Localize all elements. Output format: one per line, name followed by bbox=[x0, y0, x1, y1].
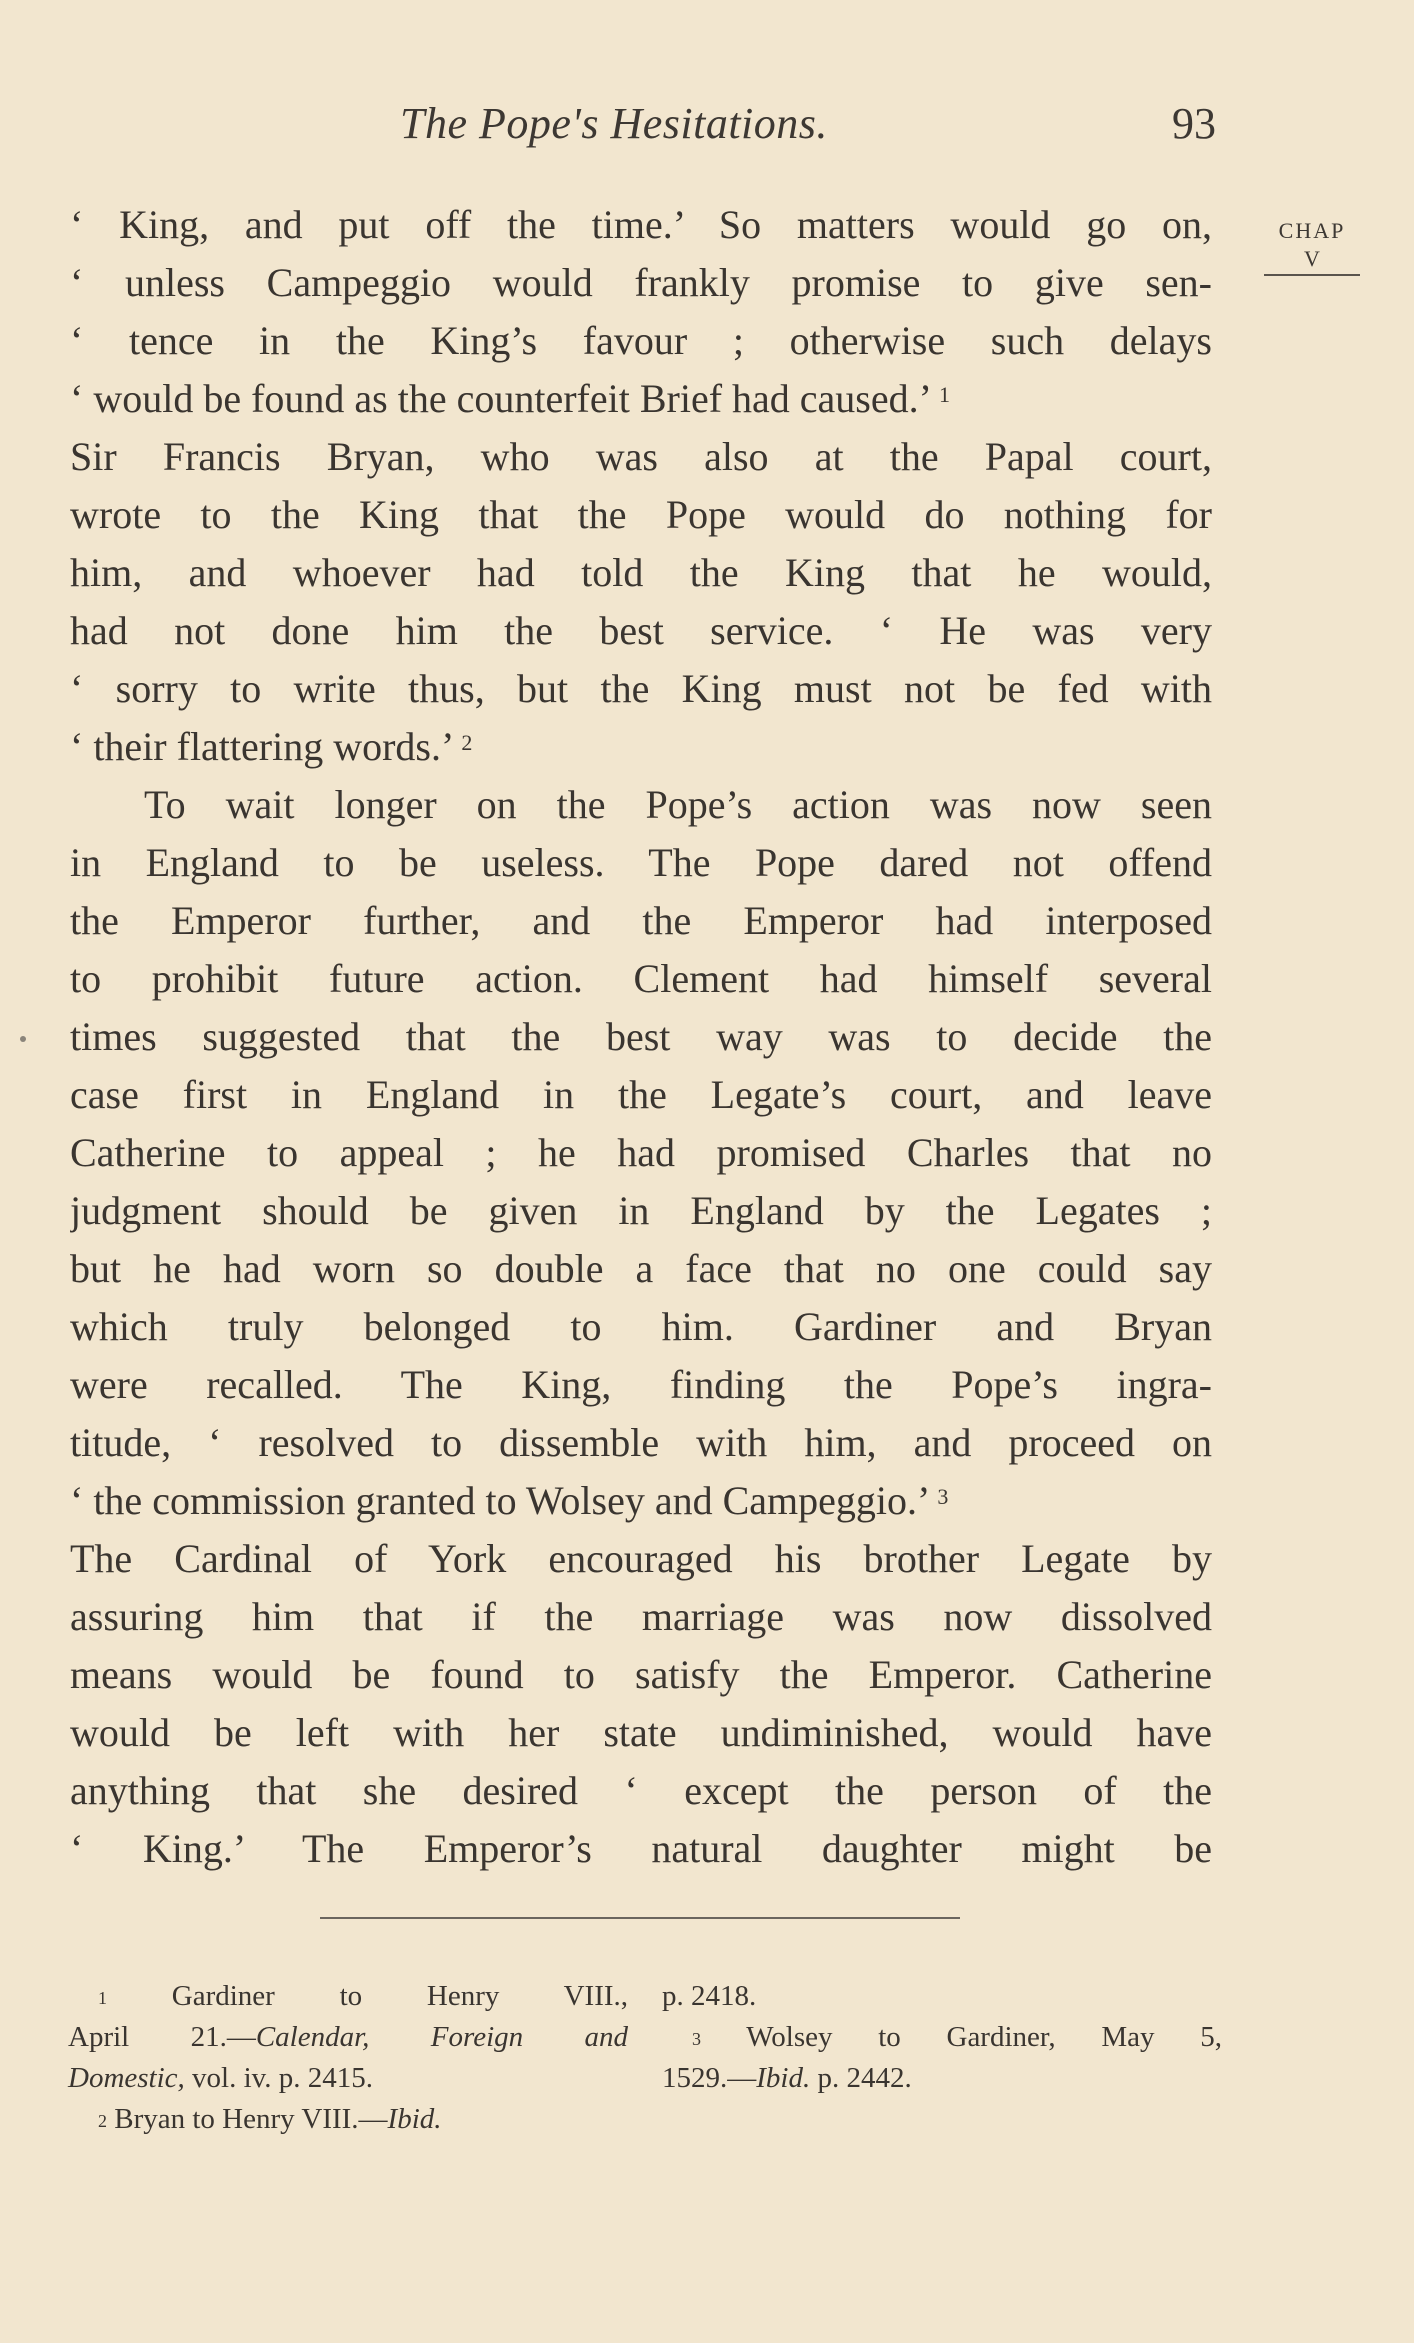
text-line-content: ‘ would be found as the counterfeit Brief had caused.’ bbox=[70, 376, 929, 421]
text-line: Catherine to appeal ; he had promised Charles that no bbox=[70, 1130, 1212, 1175]
page-number: 93 bbox=[1172, 99, 1216, 148]
footnotes-right-column bbox=[662, 1976, 1222, 2099]
text-line: but he had worn so double a face that no one could say bbox=[70, 1246, 1212, 1291]
footnote-1-marker: 1 bbox=[98, 1988, 107, 2008]
text-line: ‘ King.’ The Emperor’s natural daughter might be bbox=[70, 1826, 1212, 1871]
text-line: ‘ sorry to write thus, but the King must not be fed with bbox=[70, 666, 1212, 711]
text-line: The Cardinal of York encouraged his brother Legate by bbox=[70, 1536, 1212, 1581]
text-line: would be left with her state undiminished, would have bbox=[70, 1710, 1212, 1755]
text-line: the Emperor further, and the Emperor had interposed bbox=[70, 898, 1212, 943]
footnote-3-marker: 3 bbox=[692, 2029, 701, 2049]
text-line: means would be found to satisfy the Emperor. Catherine bbox=[70, 1652, 1212, 1697]
text-line: ‘ unless Campeggio would frankly promise to give sen- bbox=[70, 260, 1212, 305]
text-line: wrote to the King that the Pope would do nothing for bbox=[70, 492, 1212, 537]
footnote-1-line bbox=[68, 2058, 628, 2099]
footnote-1-title: Calendar, Foreign and bbox=[255, 2021, 628, 2053]
text-line: which truly belonged to him. Gardiner and Bryan bbox=[70, 1304, 1212, 1349]
footnote-2-line bbox=[68, 2099, 628, 2140]
text-line: times suggested that the best way was to decide the bbox=[70, 1014, 1212, 1059]
footnote-2-marker: 2 bbox=[98, 2111, 107, 2131]
footnote-1-text: April 21.— bbox=[68, 2021, 256, 2053]
text-line: ‘ King, and put off the time.’ So matters would go on, bbox=[70, 202, 1212, 247]
text-line: Sir Francis Bryan, who was also at the Papal court, bbox=[70, 434, 1212, 479]
text-line: titude, ‘ resolved to dissemble with him, and proceed on bbox=[70, 1420, 1212, 1465]
footnote-1-text: Gardiner to Henry VIII., bbox=[171, 1980, 629, 2012]
footnote-1-line bbox=[68, 2017, 628, 2058]
text-line-content: ‘ the commission granted to Wolsey and Campeggio.’ bbox=[70, 1478, 928, 1523]
paragraph-start-line: To wait longer on the Pope’s action was now seen bbox=[144, 782, 1212, 827]
running-title: The Pope's Hesitations. bbox=[400, 99, 828, 148]
footnote-3-text: Wolsey to Gardiner, May 5, bbox=[746, 2021, 1223, 2053]
text-line: to prohibit future action. Clement had himself several bbox=[70, 956, 1212, 1001]
chapter-label: CHAP bbox=[1278, 218, 1346, 243]
text-line bbox=[70, 1472, 1212, 1530]
footnote-ref-3: 3 bbox=[937, 1484, 949, 1509]
footnote-3-line bbox=[662, 2058, 1222, 2099]
text-line: anything that she desired ‘ except the person of the bbox=[70, 1768, 1212, 1813]
footnote-3-ibid: Ibid. bbox=[756, 2062, 811, 2094]
chapter-number: V bbox=[1304, 246, 1320, 271]
footnotes-left-column bbox=[68, 1976, 628, 2140]
text-line: case first in England in the Legate’s court, and leave bbox=[70, 1072, 1212, 1117]
text-line: in England to be useless. The Pope dared not offend bbox=[70, 840, 1212, 885]
text-line-content: ‘ their flattering words.’ bbox=[70, 724, 452, 769]
footnote-1-text: vol. iv. p. 2415. bbox=[192, 2062, 374, 2094]
text-line: had not done him the best service. ‘ He was very bbox=[70, 608, 1212, 653]
text-line: assuring him that if the marriage was now dissolved bbox=[70, 1594, 1212, 1639]
text-line: were recalled. The King, finding the Pope’s ingra- bbox=[70, 1362, 1212, 1407]
text-line: judgment should be given in England by the Legates ; bbox=[70, 1188, 1212, 1233]
text-line: him, and whoever had told the King that he would, bbox=[70, 550, 1212, 595]
footnote-1-title: Domestic, bbox=[68, 2062, 185, 2094]
footnote-ref-2: 2 bbox=[461, 730, 473, 755]
footnote-3-text: 1529.— bbox=[662, 2062, 757, 2094]
body-text bbox=[70, 196, 1212, 1878]
footnote-2-text: Bryan to Henry VIII.— bbox=[114, 2103, 388, 2135]
text-line bbox=[70, 370, 1212, 428]
footnote-separator bbox=[320, 1917, 960, 1919]
chapter-rule bbox=[1264, 274, 1360, 276]
text-line: ‘ tence in the King’s favour ; otherwise such delays bbox=[70, 318, 1212, 363]
chapter-margin-note bbox=[1262, 218, 1362, 276]
footnote-ref-1: 1 bbox=[938, 382, 950, 407]
footnote-1-continuation: p. 2418. bbox=[662, 1980, 757, 2012]
footnote-1-line bbox=[68, 1976, 628, 2017]
footnote-3-text: p. 2442. bbox=[817, 2062, 912, 2094]
footnote-2-ibid: Ibid. bbox=[387, 2103, 442, 2135]
footnote-3-line bbox=[662, 2017, 1222, 2058]
text-line bbox=[70, 718, 1212, 776]
print-speck bbox=[20, 1036, 26, 1042]
